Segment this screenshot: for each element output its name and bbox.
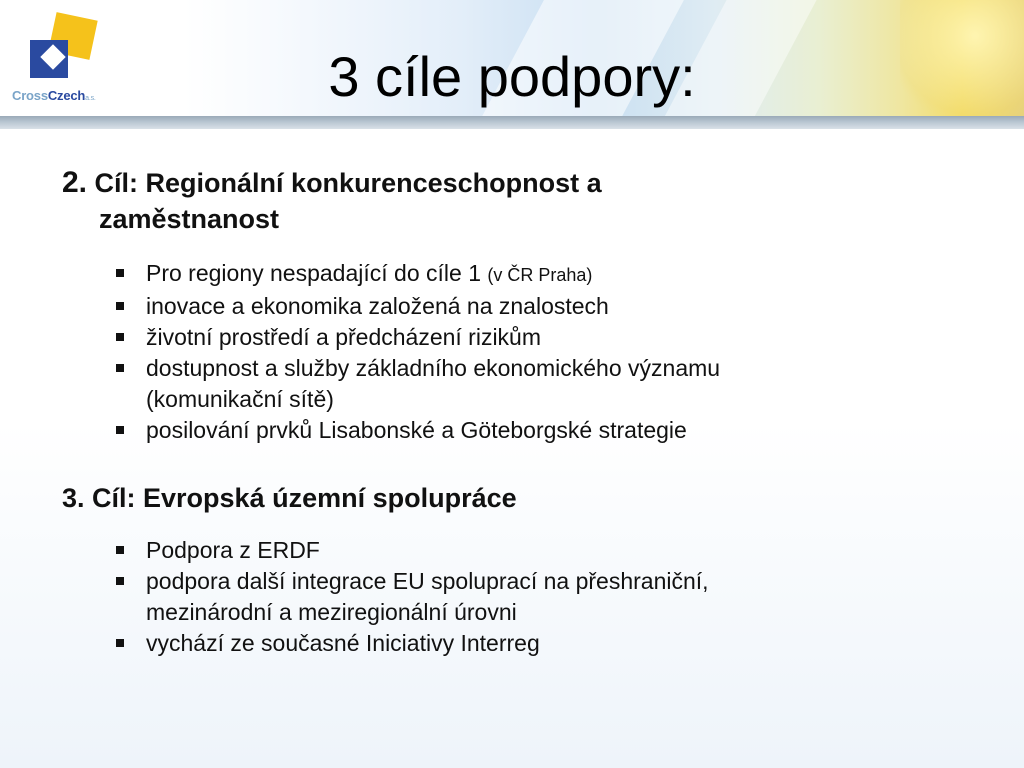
slide-title: 3 cíle podpory: [328, 45, 696, 108]
list-item: vychází ze současné Iniciativy Interreg [114, 628, 709, 659]
goal-2-title-line2: zaměstnanost [99, 204, 280, 234]
goal-3-heading [62, 480, 517, 516]
logo-text: CrossCzecha.s. [12, 88, 96, 103]
list-item: inovace a ekonomika založená na znalostech [114, 291, 720, 322]
goal-3-title: 3. Cíl: Evropská územní spolupráce [62, 483, 517, 513]
goal-2-title-line1: Cíl: Regionální konkurenceschopnost a [94, 168, 602, 198]
goal-2-heading [62, 165, 602, 237]
list-item: dostupnost a služby základního ekonomického významu (komunikační sítě) [114, 353, 720, 415]
list-item: životní prostředí a předcházení rizikům [114, 322, 720, 353]
list-item: podpora další integrace EU spoluprací na přeshraniční, mezinárodní a meziregionální úrovni [114, 566, 709, 628]
list-item: posilování prvků Lisabonské a Göteborgské strategie [114, 415, 720, 446]
list-item: Pro regiony nespadající do cíle 1 (v ČR Praha) [114, 258, 720, 291]
goal-2-number: 2. [62, 166, 88, 199]
goal-3-bullet-list [114, 535, 709, 659]
list-item: Podpora z ERDF [114, 535, 709, 566]
goal-2-bullet-list [114, 258, 720, 446]
